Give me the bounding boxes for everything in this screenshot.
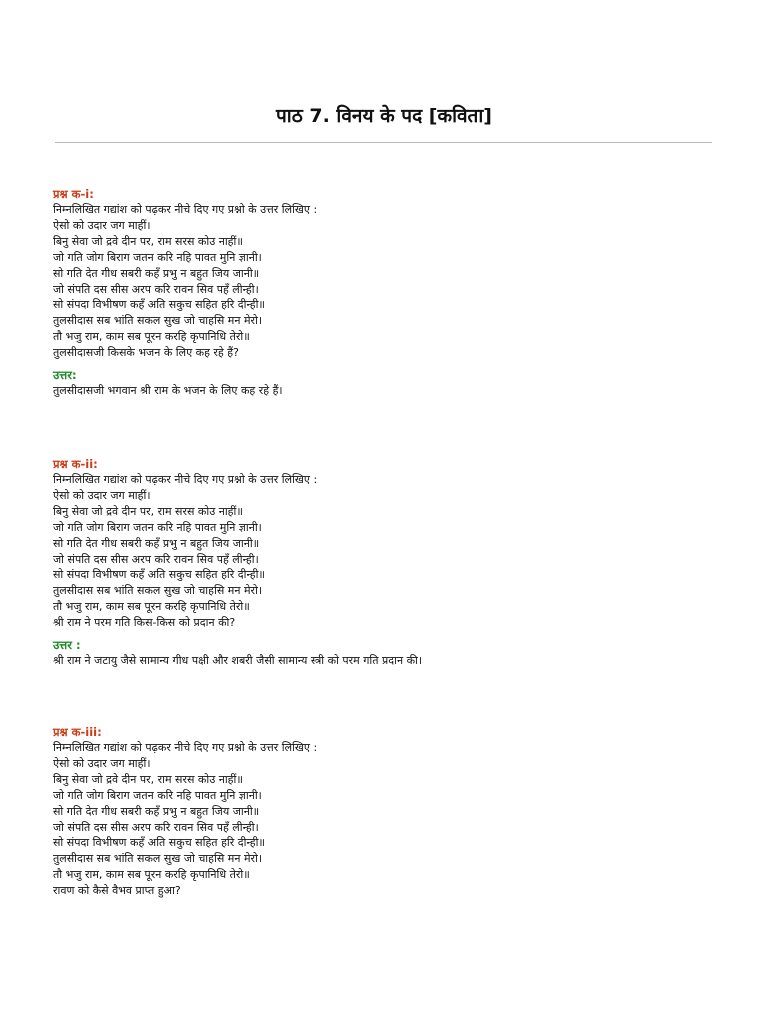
verse-line: तुलसीदास सब भांति सकल सुख जो चाहसि मन मेरो। (53, 584, 263, 598)
page-title: पाठ 7. विनय के पद [कविता] (276, 105, 492, 127)
question-section-1 (53, 186, 733, 399)
verse-line: सो संपदा विभीषण कहँ अति सकुच सहित हरि दीन्ही॥ (53, 568, 266, 582)
answer-text: श्री राम ने जटायु जैसे सामान्य गीध पक्षी और शबरी जैसी सामान्य स्त्री को परम गति प्रदान की। (53, 654, 423, 668)
verse-line: ऐसो को उदार जग माहीं। (53, 488, 151, 502)
verse-line: जो गति जोग बिराग जतन करि नहि पावत मुनि ज्ञानी। (53, 788, 262, 802)
question-line: निम्नलिखित गद्यांश को पढ़कर नीचे दिए गए प्रश्नो के उत्तर लिखिए : (53, 473, 318, 486)
verse-line: जो गति जोग बिराग जतन करि नहि पावत मुनि ज्ञानी। (53, 250, 262, 264)
verse-line: तौ भजु राम, काम सब पूरन करहि कृपानिधि तेरो॥ (53, 330, 250, 344)
answer-heading: उत्तर : (53, 638, 81, 653)
verse-line: बिनु सेवा जो द्रवे दीन पर, राम सरस कोउ नाहीं॥ (53, 504, 243, 518)
verse-line: तुलसीदास सब भांति सकल सुख जो चाहसि मन मेरो। (53, 852, 263, 866)
question-heading: प्रश्न क-ii: (53, 457, 98, 471)
verse-line: सो गति देत गीध सबरी कहँ प्रभु न बहुत जिय जानी॥ (53, 804, 260, 818)
verse-line: ऐसो को उदार जग माहीं। (53, 756, 151, 770)
verse-line: ऐसो को उदार जग माहीं। (53, 218, 151, 232)
verse-line: जो संपति दस सीस अरप करि रावन सिव पहँ लीन्ही। (53, 552, 259, 566)
title-divider (55, 142, 712, 143)
verse-line: जो गति जोग बिराग जतन करि नहि पावत मुनि ज्ञानी। (53, 520, 262, 534)
verse-line: जो संपति दस सीस अरप करि रावन सिव पहँ लीन्ही। (53, 282, 259, 296)
answer-heading: उत्तर: (53, 368, 77, 383)
answer-text: तुलसीदासजी भगवान श्री राम के भजन के लिए कह रहे हैं। (53, 384, 283, 398)
verse-line: तुलसीदास सब भांति सकल सुख जो चाहसि मन मेरो। (53, 314, 263, 328)
question-line: निम्नलिखित गद्यांश को पढ़कर नीचे दिए गए प्रश्नो के उत्तर लिखिए : (53, 203, 318, 216)
verse-line: सो संपदा विभीषण कहँ अति सकुच सहित हरि दीन्ही॥ (53, 836, 266, 850)
question-line: निम्नलिखित गद्यांश को पढ़कर नीचे दिए गए प्रश्नो के उत्तर लिखिए : (53, 741, 318, 754)
verse-line: जो संपति दस सीस अरप करि रावन सिव पहँ लीन्ही। (53, 820, 259, 834)
verse-line: सो संपदा विभीषण कहँ अति सकुच सहित हरि दीन्ही॥ (53, 298, 266, 312)
verse-line: बिनु सेवा जो द्रवे दीन पर, राम सरस कोउ नाहीं॥ (53, 772, 243, 786)
question-text: तुलसीदासजी किसके भजन के लिए कह रहे हैं? (53, 346, 239, 360)
question-heading: प्रश्न क-i: (53, 187, 94, 201)
question-text: श्री राम ने परम गति किस-किस को प्रदान की? (53, 616, 236, 630)
question-section-2 (53, 456, 733, 669)
verse-line: तौ भजु राम, काम सब पूरन करहि कृपानिधि तेरो॥ (53, 600, 250, 614)
question-text: रावण को कैसे वैभव प्राप्त हुआ? (53, 884, 181, 898)
verse-line: सो गति देत गीध सबरी कहँ प्रभु न बहुत जिय जानी॥ (53, 536, 260, 550)
question-section-3 (53, 724, 733, 899)
verse-line: बिनु सेवा जो द्रवे दीन पर, राम सरस कोउ नाहीं॥ (53, 234, 243, 248)
question-heading: प्रश्न क-iii: (53, 725, 102, 739)
verse-line: तौ भजु राम, काम सब पूरन करहि कृपानिधि तेरो॥ (53, 868, 250, 882)
verse-line: सो गति देत गीध सबरी कहँ प्रभु न बहुत जिय जानी॥ (53, 266, 260, 280)
